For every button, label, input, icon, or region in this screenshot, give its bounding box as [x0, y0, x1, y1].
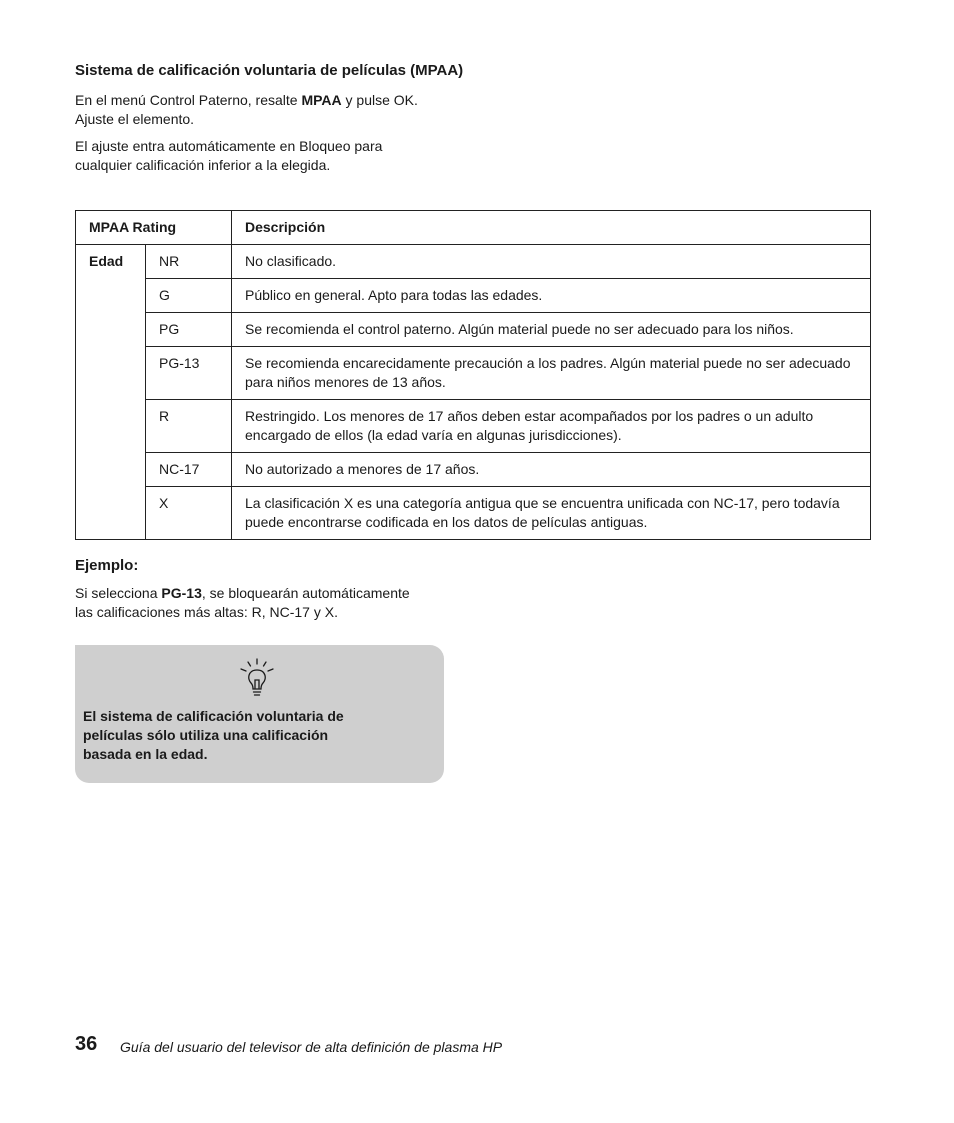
rating-code: PG [146, 313, 232, 347]
mpaa-rating-table [75, 210, 871, 540]
table-row [76, 245, 871, 279]
table-row [76, 453, 871, 487]
table-row [76, 313, 871, 347]
example-paragraph [75, 584, 495, 622]
mpaa-keyword: MPAA [301, 92, 342, 108]
rating-description: La clasificación X es una categoría antigua que se encuentra unificada con NC-17, pero todavía puede encontrarse codificada en los datos de películas antiguas. [232, 487, 871, 540]
intro-paragraph [75, 91, 495, 129]
rating-description: No clasificado. [232, 245, 871, 279]
intro-line-1: En el menú Control Paterno, resalte MPAA y pulse OK. [75, 92, 418, 108]
rating-code: X [146, 487, 232, 540]
auto-block-note: El ajuste entra automáticamente en Bloqueo para cualquier calificación inferior a la elegida. [75, 138, 383, 173]
rating-description: Público en general. Apto para todas las edades. [232, 279, 871, 313]
section-heading: Sistema de calificación voluntaria de películas (MPAA) [75, 62, 464, 79]
group-label: Edad [76, 245, 146, 540]
rating-description: Se recomienda el control paterno. Algún material puede no ser adecuado para los niños. [232, 313, 871, 347]
pg13-keyword: PG-13 [161, 585, 202, 601]
example-line-2: las calificaciones más altas: R, NC-17 y X. [75, 604, 338, 620]
rating-code: NR [146, 245, 232, 279]
page-number: 36 [75, 1033, 98, 1055]
rating-description: Se recomienda encarecidamente precaución a los padres. Algún material puede no ser adecuado para niños menores de 13 años. [232, 347, 871, 400]
tip-box [75, 645, 444, 783]
intro-line-2: Ajuste el elemento. [75, 111, 195, 127]
example-heading: Ejemplo: [75, 557, 139, 574]
example-line-1: Si selecciona PG-13, se bloquearán automáticamente [75, 585, 410, 601]
table-row [76, 347, 871, 400]
rating-code: NC-17 [146, 453, 232, 487]
header-description: Descripción [232, 211, 871, 245]
lightbulb-icon [238, 658, 276, 698]
table-row [76, 279, 871, 313]
rating-description: No autorizado a menores de 17 años. [232, 453, 871, 487]
header-rating: MPAA Rating [76, 211, 232, 245]
rating-description: Restringido. Los menores de 17 años deben estar acompañados por los padres o un adulto encargado de ellos (la edad varía en algunas jurisdicciones). [232, 400, 871, 453]
rating-code: R [146, 400, 232, 453]
table-row [76, 400, 871, 453]
table-header-row [76, 211, 871, 245]
rating-code: G [146, 279, 232, 313]
footer-title: Guía del usuario del televisor de alta definición de plasma HP [120, 1039, 503, 1055]
rating-code: PG-13 [146, 347, 232, 400]
table-row [76, 487, 871, 540]
tip-text: El sistema de calificación voluntaria de películas sólo utiliza una calificación basada en la edad. [83, 708, 344, 762]
